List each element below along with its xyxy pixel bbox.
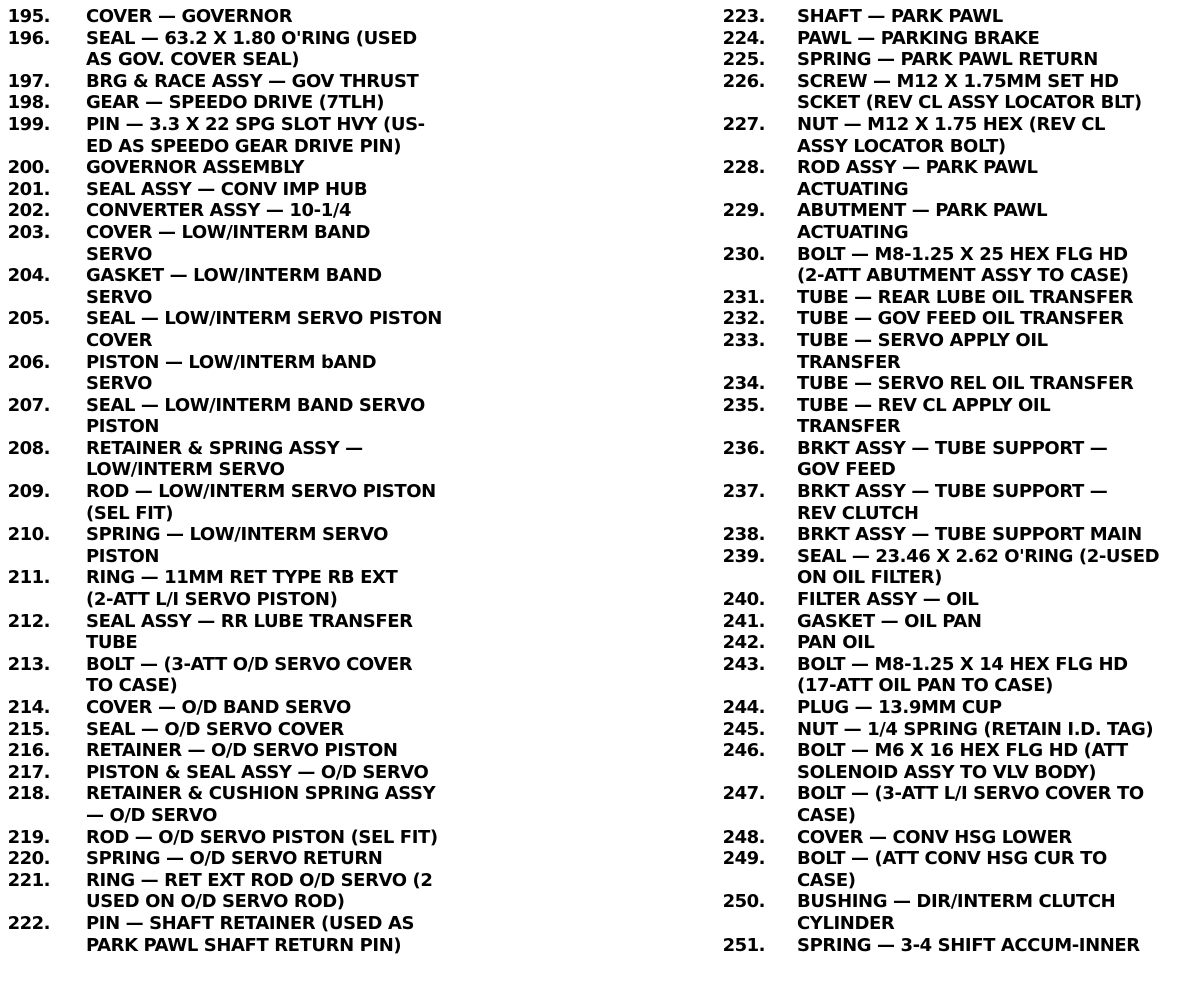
part-description: TUBE — REV CL APPLY OIL TRANSFER	[797, 394, 1051, 438]
parts-list-item	[715, 891, 1200, 934]
part-description: ROD — LOW/INTERM SERVO PISTON (SEL FIT)	[86, 481, 436, 524]
part-description: CONVERTER ASSY — 10-1/4	[86, 200, 352, 222]
part-number: 250.	[722, 891, 765, 913]
part-number: 231.	[722, 286, 765, 308]
part-number: 232.	[722, 308, 765, 330]
part-description: GASKET — OIL PAN	[797, 610, 982, 632]
part-number: 224.	[722, 27, 765, 49]
part-description: SEAL — 63.2 X 1.80 O'RING (USED AS GOV. COVER SEAL)	[86, 27, 417, 71]
part-number: 197.	[7, 70, 50, 92]
part-number: 218.	[7, 783, 50, 805]
parts-list-item	[715, 589, 1200, 611]
part-number: 246.	[722, 740, 765, 762]
part-description: BOLT — M8-1.25 X 14 HEX FLG HD (17-ATT OIL PAN TO CASE)	[797, 653, 1128, 697]
parts-list-item	[0, 395, 600, 438]
parts-list-item	[0, 848, 600, 870]
part-number: 244.	[722, 697, 765, 718]
part-description: SPRING — PARK PAWL RETURN	[797, 49, 1098, 71]
part-number: 251.	[722, 934, 765, 956]
part-description: PAN OIL	[797, 632, 875, 654]
parts-list-item	[0, 6, 600, 28]
part-description: COVER — GOVERNOR	[86, 6, 293, 27]
part-description: SEAL ASSY — CONV IMP HUB	[86, 178, 368, 200]
parts-list-item	[715, 935, 1200, 957]
part-number: 222.	[7, 912, 50, 934]
parts-list-right-column	[715, 6, 1200, 956]
part-number: 227.	[722, 113, 765, 135]
part-description: BOLT — M8-1.25 X 25 HEX FLG HD (2-ATT ABUTMENT ASSY TO CASE)	[797, 243, 1129, 287]
part-description: PISTON & SEAL ASSY — O/D SERVO	[86, 761, 429, 783]
parts-list-item	[715, 481, 1200, 524]
part-description: TUBE — SERVO REL OIL TRANSFER	[797, 373, 1134, 395]
parts-list-item	[0, 179, 600, 201]
parts-list-item	[0, 352, 600, 395]
parts-list-item	[0, 870, 600, 913]
parts-list-item	[0, 783, 600, 826]
part-description: FILTER ASSY — OIL	[797, 589, 979, 611]
parts-list-item	[0, 71, 600, 93]
part-description: BRG & RACE ASSY — GOV THRUST	[86, 70, 419, 92]
parts-list-item	[715, 308, 1200, 330]
part-description: SHAFT — PARK PAWL	[797, 6, 1003, 27]
part-number: 202.	[7, 200, 50, 222]
part-number: 201.	[7, 178, 50, 200]
part-description: COVER — LOW/INTERM BAND SERVO	[86, 221, 371, 265]
part-description: SCREW — M12 X 1.75MM SET HD SCKET (REV CL ASSY LOCATOR BLT)	[797, 70, 1142, 114]
part-description: BOLT — (ATT CONV HSG CUR TO CASE)	[797, 848, 1107, 891]
part-description: BOLT — M6 X 16 HEX FLG HD (ATT SOLENOID ASSY TO VLV BODY)	[797, 740, 1128, 783]
part-description: RING — 11MM RET TYPE RB EXT (2-ATT L/I SERVO PISTON)	[86, 567, 398, 611]
part-number: 223.	[722, 6, 765, 27]
part-number: 234.	[722, 373, 765, 395]
part-number: 236.	[722, 437, 765, 459]
part-number: 229.	[722, 200, 765, 222]
part-number: 198.	[7, 92, 50, 114]
part-number: 235.	[722, 394, 765, 416]
part-number: 195.	[7, 6, 50, 27]
part-description: GOVERNOR ASSEMBLY	[86, 157, 305, 179]
part-number: 243.	[722, 653, 765, 675]
part-number: 248.	[722, 826, 765, 848]
parts-list-item	[0, 114, 600, 157]
part-description: TUBE — SERVO APPLY OIL TRANSFER	[797, 329, 1048, 373]
part-number: 212.	[7, 610, 50, 632]
part-description: COVER — CONV HSG LOWER	[797, 826, 1072, 848]
part-description: SPRING — 3-4 SHIFT ACCUM-INNER	[797, 934, 1140, 956]
parts-list-item	[715, 49, 1200, 71]
part-description: ABUTMENT — PARK PAWL ACTUATING	[797, 200, 1048, 243]
parts-list-item	[715, 827, 1200, 849]
part-number: 206.	[7, 351, 50, 373]
parts-list-item	[715, 395, 1200, 438]
part-number: 215.	[7, 718, 50, 740]
part-number: 204.	[7, 265, 50, 287]
part-number: 200.	[7, 157, 50, 179]
part-description: PIN — SHAFT RETAINER (USED AS PARK PAWL SHAFT RETURN PIN)	[86, 912, 415, 956]
parts-list-item	[0, 308, 600, 351]
part-description: RETAINER & CUSHION SPRING ASSY — O/D SERVO	[86, 783, 436, 826]
parts-list-item	[0, 913, 600, 956]
parts-list-left-column	[0, 6, 600, 956]
part-description: RETAINER & SPRING ASSY — LOW/INTERM SERVO	[86, 437, 363, 481]
part-description: BOLT — (3-ATT L/I SERVO COVER TO CASE)	[797, 783, 1144, 826]
parts-list-item	[0, 92, 600, 114]
parts-list-item	[715, 200, 1200, 243]
part-number: 239.	[722, 545, 765, 567]
part-description: BOLT — (3-ATT O/D SERVO COVER TO CASE)	[86, 653, 413, 697]
parts-list-item	[715, 697, 1200, 719]
parts-list-item	[0, 654, 600, 697]
part-description: BRKT ASSY — TUBE SUPPORT MAIN	[797, 524, 1142, 546]
part-description: SEAL — 23.46 X 2.62 O'RING (2-USED ON OIL FILTER)	[797, 545, 1160, 589]
parts-list-item	[0, 157, 600, 179]
part-description: BUSHING — DIR/INTERM CLUTCH CYLINDER	[797, 891, 1116, 934]
part-number: 249.	[722, 848, 765, 870]
part-description: ROD ASSY — PARK PAWL ACTUATING	[797, 157, 1038, 200]
parts-list-item	[0, 697, 600, 719]
part-description: SEAL — LOW/INTERM SERVO PISTON COVER	[86, 308, 442, 351]
part-number: 242.	[722, 632, 765, 654]
part-number: 214.	[7, 697, 50, 718]
part-number: 228.	[722, 157, 765, 179]
part-number: 220.	[7, 848, 50, 870]
parts-list-item	[0, 481, 600, 524]
part-number: 225.	[722, 49, 765, 71]
parts-list-item	[0, 265, 600, 308]
part-number: 247.	[722, 783, 765, 805]
part-description: TUBE — REAR LUBE OIL TRANSFER	[797, 286, 1134, 308]
parts-list-item	[0, 740, 600, 762]
part-number: 219.	[7, 826, 50, 848]
parts-list-item	[0, 827, 600, 849]
part-number: 241.	[722, 610, 765, 632]
part-number: 240.	[722, 589, 765, 611]
parts-list-item	[715, 848, 1200, 891]
part-number: 207.	[7, 394, 50, 416]
part-description: RING — RET EXT ROD O/D SERVO (2 USED ON O/D SERVO ROD)	[86, 869, 433, 913]
part-number: 216.	[7, 740, 50, 762]
parts-list-item	[715, 28, 1200, 50]
parts-list-item	[0, 28, 600, 71]
part-description: SEAL ASSY — RR LUBE TRANSFER TUBE	[86, 610, 413, 654]
part-description: PAWL — PARKING BRAKE	[797, 27, 1040, 49]
parts-list-item	[715, 438, 1200, 481]
parts-list-item	[715, 719, 1200, 741]
parts-list-item	[715, 632, 1200, 654]
parts-list-item	[0, 611, 600, 654]
parts-list-item	[0, 438, 600, 481]
parts-list-item	[0, 200, 600, 222]
part-number: 205.	[7, 308, 50, 330]
part-description: COVER — O/D BAND SERVO	[86, 697, 351, 718]
part-number: 208.	[7, 437, 50, 459]
part-number: 217.	[7, 761, 50, 783]
part-description: NUT — M12 X 1.75 HEX (REV CL ASSY LOCATOR BOLT)	[797, 113, 1106, 157]
parts-list-item	[715, 783, 1200, 826]
parts-list-item	[0, 762, 600, 784]
part-description: SEAL — O/D SERVO COVER	[86, 718, 344, 740]
part-number: 203.	[7, 221, 50, 243]
parts-list-item	[715, 6, 1200, 28]
parts-list-item	[715, 373, 1200, 395]
part-number: 209.	[7, 481, 50, 503]
part-description: BRKT ASSY — TUBE SUPPORT — REV CLUTCH	[797, 481, 1108, 524]
part-description: GASKET — LOW/INTERM BAND SERVO	[86, 265, 382, 308]
parts-list-item	[715, 546, 1200, 589]
parts-list-item	[715, 71, 1200, 114]
part-description: GEAR — SPEEDO DRIVE (7TLH)	[86, 92, 385, 114]
parts-list-item	[0, 567, 600, 610]
parts-list-item	[715, 287, 1200, 309]
part-number: 221.	[7, 869, 50, 891]
part-description: NUT — 1/4 SPRING (RETAIN I.D. TAG)	[797, 718, 1154, 740]
part-number: 199.	[7, 113, 50, 135]
parts-list-item	[715, 114, 1200, 157]
parts-list-item	[715, 330, 1200, 373]
parts-list-item	[715, 157, 1200, 200]
part-number: 211.	[7, 567, 50, 589]
parts-list-item	[0, 222, 600, 265]
parts-list-item	[715, 244, 1200, 287]
part-description: SEAL — LOW/INTERM BAND SERVO PISTON	[86, 394, 425, 438]
part-number: 245.	[722, 718, 765, 740]
part-description: PIN — 3.3 X 22 SPG SLOT HVY (US- ED AS SPEEDO GEAR DRIVE PIN)	[86, 113, 425, 157]
part-number: 210.	[7, 524, 50, 546]
part-number: 238.	[722, 524, 765, 546]
part-description: BRKT ASSY — TUBE SUPPORT — GOV FEED	[797, 437, 1108, 481]
part-description: PLUG — 13.9MM CUP	[797, 697, 1002, 718]
part-description: SPRING — LOW/INTERM SERVO PISTON	[86, 524, 389, 567]
part-number: 237.	[722, 481, 765, 503]
parts-list-item	[0, 524, 600, 567]
parts-list-item	[715, 611, 1200, 633]
part-description: PISTON — LOW/INTERM bAND SERVO	[86, 351, 377, 395]
parts-list-item	[715, 740, 1200, 783]
parts-list-item	[715, 524, 1200, 546]
part-number: 226.	[722, 70, 765, 92]
part-description: TUBE — GOV FEED OIL TRANSFER	[797, 308, 1124, 330]
part-number: 196.	[7, 27, 50, 49]
parts-list-item	[715, 654, 1200, 697]
part-description: SPRING — O/D SERVO RETURN	[86, 848, 383, 870]
part-number: 230.	[722, 243, 765, 265]
part-description: RETAINER — O/D SERVO PISTON	[86, 740, 398, 762]
part-number: 213.	[7, 653, 50, 675]
part-description: ROD — O/D SERVO PISTON (SEL FIT)	[86, 826, 438, 848]
parts-list-item	[0, 719, 600, 741]
part-number: 233.	[722, 329, 765, 351]
